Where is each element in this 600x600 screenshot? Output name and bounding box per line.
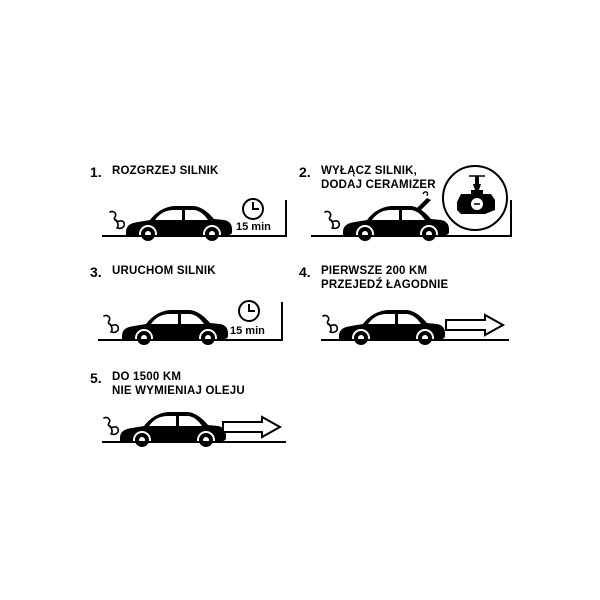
step-number: 4.: [299, 264, 311, 280]
time-label: 15 min: [230, 325, 265, 337]
step-1-illustration: [90, 164, 300, 244]
clock-icon: [243, 199, 263, 219]
step-3: [90, 264, 300, 346]
exhaust-smoke-icon: [325, 211, 339, 228]
exhaust-smoke-icon: [110, 211, 124, 228]
step-title-line: PRZEJEDŹ ŁAGODNIE: [321, 279, 449, 291]
arrow-right-icon: [446, 315, 503, 335]
time-label: 15 min: [236, 221, 271, 233]
step-title-line: WYŁĄCZ SILNIK,: [321, 165, 418, 177]
step-title-line: ROZGRZEJ SILNIK: [112, 165, 219, 177]
step-1: [90, 164, 300, 244]
step-number: 1.: [90, 164, 102, 180]
step-number: 2.: [299, 164, 311, 180]
exhaust-smoke-icon: [323, 315, 337, 332]
exhaust-smoke-icon: [104, 315, 118, 332]
step-title-line: DO 1500 KM: [112, 371, 182, 383]
step-3-illustration: [90, 264, 300, 346]
step-2: [299, 164, 524, 244]
step-number: 3.: [90, 264, 102, 280]
step-title-line: URUCHOM SILNIK: [112, 265, 216, 277]
step-2-illustration: [299, 164, 524, 244]
step-4: [299, 264, 524, 346]
step-title-line: PIERWSZE 200 KM: [321, 265, 428, 277]
step-4-illustration: [299, 264, 524, 346]
arrow-right-icon: [223, 417, 280, 437]
step-number: 5.: [90, 370, 102, 386]
open-hood-icon: [417, 198, 431, 210]
clock-icon: [239, 301, 259, 321]
engine-oil-icon: [443, 166, 507, 230]
step-5: [90, 370, 300, 450]
step-title-line: NIE WYMIENIAJ OLEJU: [112, 385, 245, 397]
step-title-line: DODAJ CERAMIZER: [321, 179, 436, 191]
exhaust-smoke-icon: [104, 417, 118, 434]
step-5-illustration: [90, 370, 300, 450]
